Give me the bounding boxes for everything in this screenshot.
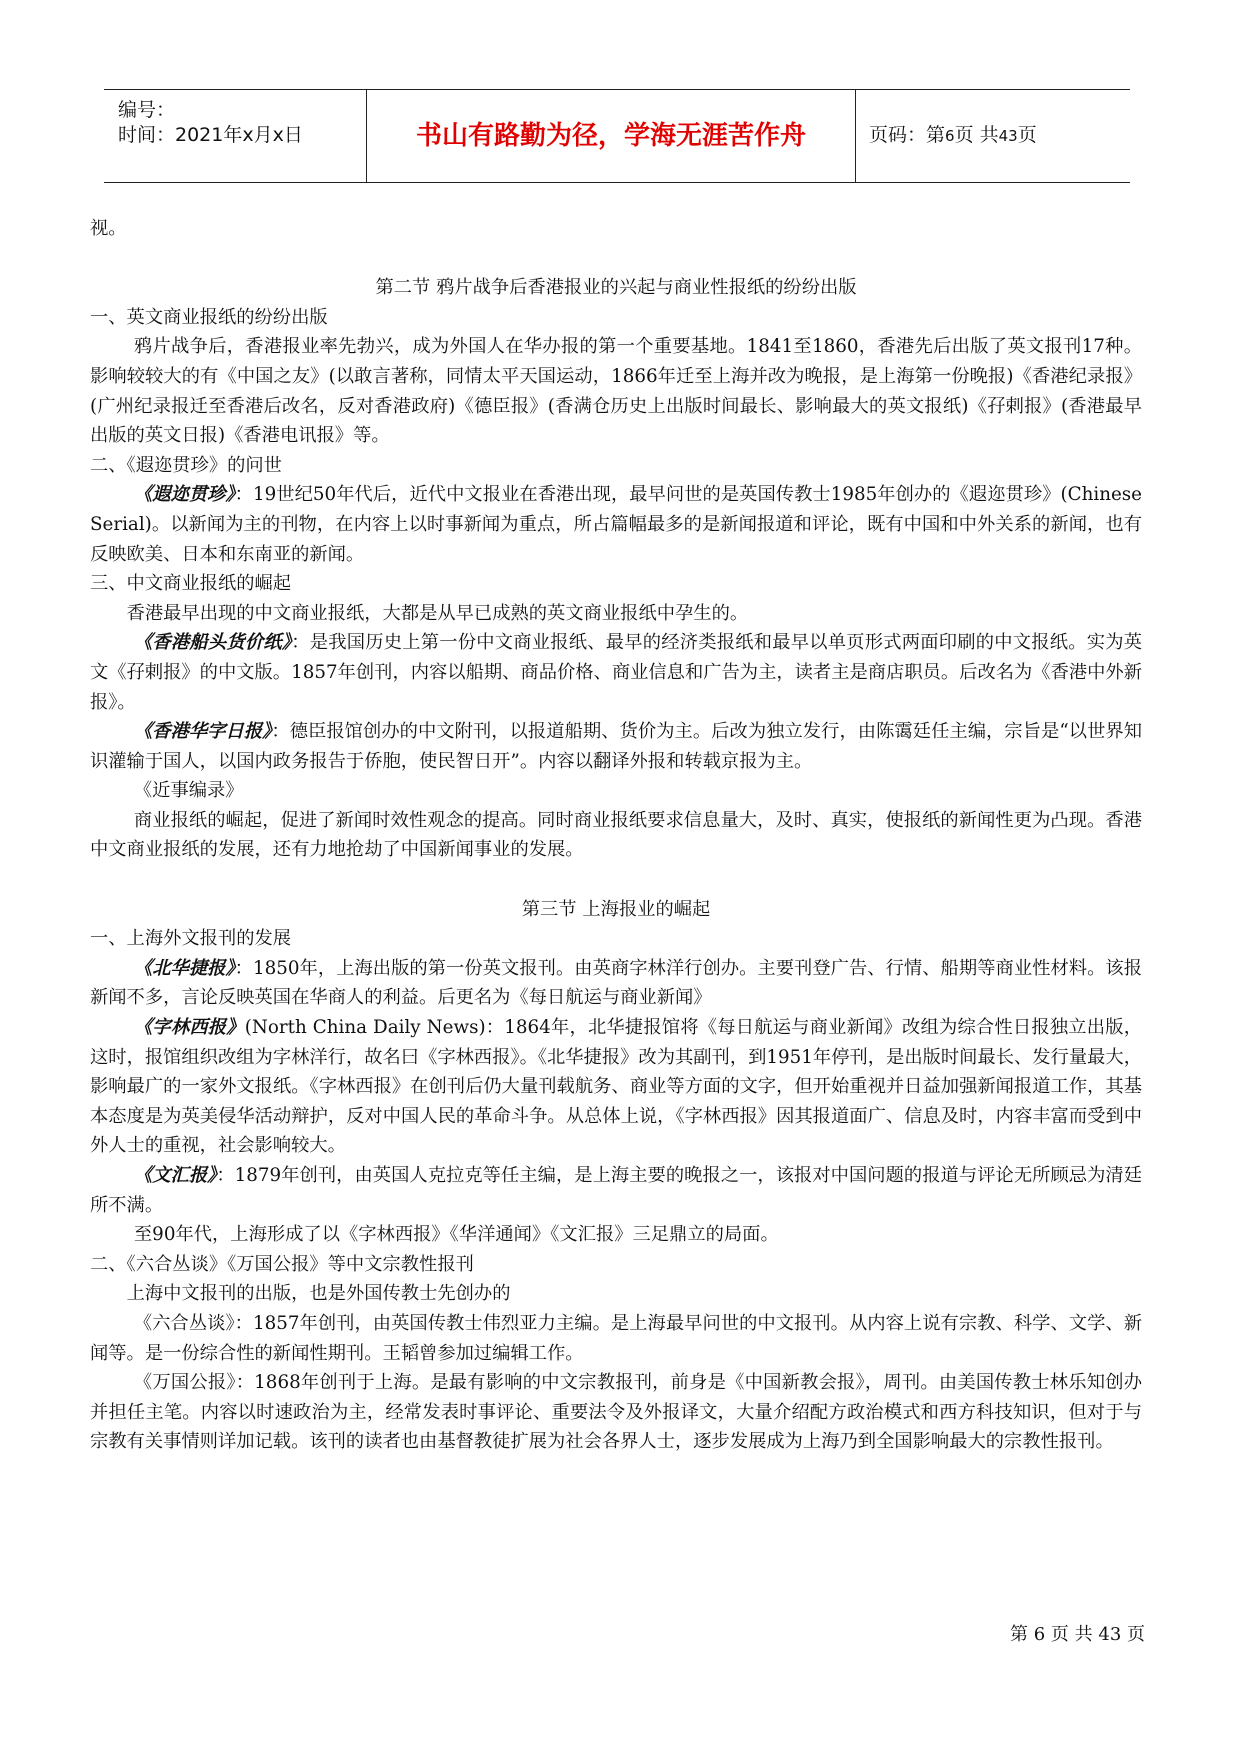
section-title: 第二节 鸦片战争后香港报业的兴起与商业性报纸的纷纷出版 bbox=[375, 277, 857, 299]
paragraph: 上海中文报刊的出版，也是外国传教士先创办的 bbox=[126, 1283, 511, 1305]
page-end: 页 bbox=[1017, 124, 1037, 146]
page-current: 6 bbox=[945, 127, 955, 145]
document-number-label: 编号： bbox=[118, 99, 176, 121]
document-body bbox=[90, 214, 1142, 1457]
paragraph bbox=[90, 1161, 1142, 1220]
spacer bbox=[90, 244, 1142, 274]
bold-term: 《字林西报》 bbox=[133, 1017, 245, 1039]
header-page-number bbox=[869, 123, 1037, 148]
document-header bbox=[104, 89, 1130, 183]
subheading: 一、英文商业报纸的纷纷出版 bbox=[90, 306, 328, 328]
bold-term: 《香港船头货价纸》 bbox=[133, 632, 292, 654]
page-label: 页码：第 bbox=[869, 124, 946, 146]
paragraph-text: ：是我国历史上第一份中文商业报纸、最早的经济类报纸和最早以单页形式两面印刷的中文报纸。实为英文《孖剌报》的中文版。1857年创刊，内容以船期、商品价格、商业信息和广告为主，读者主是商店职员。后改名为《香港中外新报》。 bbox=[90, 632, 1143, 713]
paragraph bbox=[90, 954, 1142, 1013]
paragraph bbox=[90, 480, 1142, 569]
bold-term: 《北华捷报》 bbox=[133, 957, 235, 979]
subheading: 三、中文商业报纸的崛起 bbox=[90, 573, 292, 595]
paragraph bbox=[90, 1013, 1142, 1161]
document-time-label: 时间：2021年x月x日 bbox=[118, 124, 303, 146]
page-total: 43 bbox=[998, 127, 1018, 145]
subheading: 一、上海外文报刊的发展 bbox=[90, 928, 292, 950]
paragraph-text: ：19世纪50年代后，近代中文报业在香港出现，最早问世的是英国传教士1985年创办的《遐迩贯珍》(Chinese Serial)。以新闻为主的刊物，在内容上以时事新闻为重点，所占篇幅最多的是新闻报道和评论，既有中国和中外关系的新闻，也有反映欧美、日本和东南亚的新闻。 bbox=[90, 484, 1142, 565]
paragraph bbox=[90, 717, 1142, 776]
paragraph: 至90年代，上海形成了以《字林西报》《华洋通闻》《文汇报》三足鼎立的局面。 bbox=[133, 1224, 779, 1246]
paragraph: 《万国公报》：1868年创刊于上海。是最有影响的中文宗教报刊，前身是《中国新教会报》，周刊。由美国传教士林乐知创办并担任主笔。内容以时速政治为主，经常发表时事评论、重要法令及外报译文，大量介绍配方政治模式和西方科技知识，但对于与宗教有关事情则详加记载。该刊的读者也由基督教徒扩展为社会各界人士，逐步发展成为上海乃到全国影响最大的宗教性报刊。 bbox=[90, 1372, 1142, 1453]
header-info-cell bbox=[104, 90, 366, 182]
paragraph bbox=[90, 628, 1142, 717]
paragraph-text: ：1850年，上海出版的第一份英文报刊。由英商字林洋行创办。主要刊登广告、行情、船期等商业性材料。该报新闻不多，言论反映英国在华商人的利益。后更名为《每日航运与商业新闻》 bbox=[90, 957, 1142, 1009]
subheading: 二、《遐迩贯珍》的问世 bbox=[90, 454, 282, 476]
page-mid: 页 共 bbox=[954, 124, 999, 146]
paragraph-text: ：1879年创刊，由英国人克拉克等任主编，是上海主要的晚报之一，该报对中国问题的报道与评论无所顾忌为清廷所不满。 bbox=[90, 1165, 1142, 1216]
header-motto: 书山有路勤为径，学海无涯苦作舟 bbox=[415, 121, 806, 151]
paragraph: 视。 bbox=[90, 218, 127, 239]
bold-term: 《香港华字日报》 bbox=[133, 721, 272, 743]
paragraph-text: ：德臣报馆创办的中文附刊，以报道船期、货价为主。后改为独立发行，由陈霭廷任主编，宗旨是“以世界知识灌输于国人，以国内政务报告于侨胞，使民智日开”。内容以翻译外报和转载京报为主。 bbox=[90, 721, 1142, 772]
spacer bbox=[90, 865, 1142, 895]
bold-term: 《文汇报》 bbox=[133, 1165, 217, 1186]
header-page-cell bbox=[855, 90, 1130, 182]
paragraph: 鸦片战争后，香港报业率先勃兴，成为外国人在华办报的第一个重要基地。1841至1860，香港先后出版了英文报刊17种。影响较较大的有《中国之友》(以敢言著称，同情太平天国运动，1866年迁至上海并改为晚报，是上海第一份晚报)《香港纪录报》(广州纪录报迁至香港后改名，反对香港政府)《德臣报》(香满仓历史上出版时间最长、影响最大的英文报纸)《孖剌报》(香港最早出版的英文日报)《香港电讯报》等。 bbox=[90, 336, 1142, 447]
bold-term: 《遐迩贯珍》 bbox=[133, 484, 235, 506]
paragraph: 《近事编录》 bbox=[133, 780, 244, 802]
paragraph: 《六合丛谈》：1857年创刊，由英国传教士伟烈亚力主编。是上海最早问世的中文报刊。从内容上说有宗教、科学、文学、新闻等。是一份综合性的新闻性期刊。王韬曾参加过编辑工作。 bbox=[90, 1312, 1142, 1364]
paragraph: 商业报纸的崛起，促进了新闻时效性观念的提高。同时商业报纸要求信息量大，及时、真实，使报纸的新闻性更为凸现。香港中文商业报纸的发展，还有力地抢劫了中国新闻事业的发展。 bbox=[90, 809, 1142, 861]
paragraph-text: (North China Daily News)：1864年，北华捷报馆将《每日航运与商业新闻》改组为综合性日报独立出版，这时，报馆组织改组为字林洋行，故名曰《字林西报》。《北华捷报》改为其副刊，到1951年停刊，是出版时间最长、发行量最大，影响最广的一家外文报纸。《字林西报》在创刊后仍大量刊载航务、商业等方面的文字，但开始重视并日益加强新闻报道工作，其基本态度是为英美侵华活动辩护，反对中国人民的革命斗争。从总体上说，《字林西报》因其报道面广、信息及时，内容丰富而受到中外人士的重视，社会影响较大。 bbox=[90, 1017, 1142, 1157]
section-title: 第三节 上海报业的崛起 bbox=[521, 898, 711, 920]
subheading: 二、《六合丛谈》《万国公报》等中文宗教性报刊 bbox=[90, 1253, 474, 1275]
page-footer: 第 6 页 共 43 页 bbox=[1010, 1624, 1145, 1645]
paragraph: 香港最早出现的中文商业报纸，大都是从早已成熟的英文商业报纸中孕生的。 bbox=[126, 602, 749, 624]
header-motto-cell bbox=[366, 90, 856, 182]
